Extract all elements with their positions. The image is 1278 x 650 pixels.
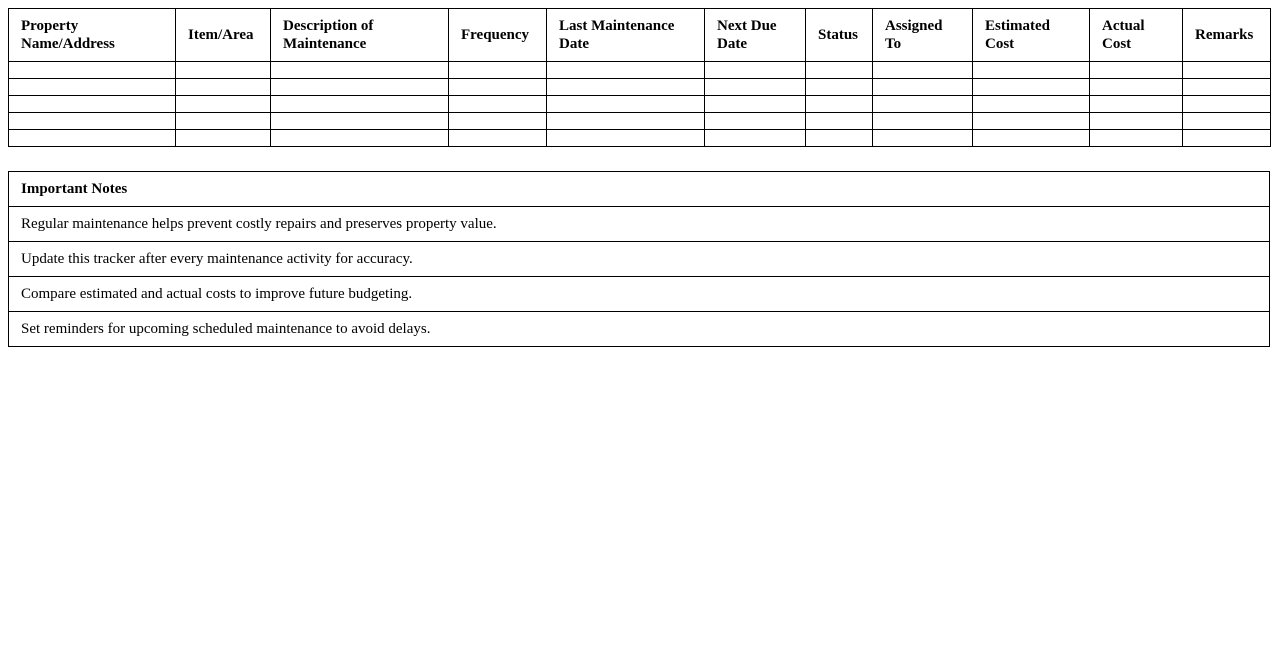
table-cell[interactable] — [873, 96, 973, 113]
column-header-last-maintenance-date: Last Maintenance Date — [547, 9, 705, 62]
table-cell[interactable] — [1090, 130, 1183, 147]
table-row — [9, 62, 1271, 79]
table-cell[interactable] — [1183, 130, 1271, 147]
column-header-frequency: Frequency — [449, 9, 547, 62]
note-item: Update this tracker after every maintenance activity for accuracy. — [9, 242, 1270, 277]
table-cell[interactable] — [547, 96, 705, 113]
table-cell[interactable] — [9, 96, 176, 113]
column-header-status: Status — [806, 9, 873, 62]
table-cell[interactable] — [1183, 79, 1271, 96]
table-cell[interactable] — [806, 96, 873, 113]
table-cell[interactable] — [973, 113, 1090, 130]
table-cell[interactable] — [705, 96, 806, 113]
table-cell[interactable] — [547, 113, 705, 130]
page — [8, 8, 1270, 347]
table-cell[interactable] — [176, 113, 271, 130]
table-cell[interactable] — [449, 130, 547, 147]
table-cell[interactable] — [973, 79, 1090, 96]
table-cell[interactable] — [1183, 62, 1271, 79]
column-header-remarks: Remarks — [1183, 9, 1271, 62]
notes-title-row — [9, 172, 1270, 207]
important-notes-table — [8, 171, 1270, 347]
column-header-actual-cost: Actual Cost — [1090, 9, 1183, 62]
note-item: Regular maintenance helps prevent costly repairs and preserves property value. — [9, 207, 1270, 242]
table-cell[interactable] — [806, 79, 873, 96]
table-cell[interactable] — [873, 62, 973, 79]
table-cell[interactable] — [973, 62, 1090, 79]
table-cell[interactable] — [9, 79, 176, 96]
table-cell[interactable] — [449, 113, 547, 130]
notes-title: Important Notes — [9, 172, 1270, 207]
table-cell[interactable] — [271, 130, 449, 147]
note-row — [9, 207, 1270, 242]
table-cell[interactable] — [705, 130, 806, 147]
note-row — [9, 277, 1270, 312]
table-cell[interactable] — [9, 113, 176, 130]
table-cell[interactable] — [1090, 79, 1183, 96]
table-cell[interactable] — [705, 113, 806, 130]
table-header-row — [9, 9, 1271, 62]
column-header-item-area: Item/Area — [176, 9, 271, 62]
table-row — [9, 130, 1271, 147]
table-row — [9, 113, 1271, 130]
table-cell[interactable] — [1183, 96, 1271, 113]
note-item: Compare estimated and actual costs to improve future budgeting. — [9, 277, 1270, 312]
table-cell[interactable] — [705, 79, 806, 96]
column-header-property: Property Name/Address — [9, 9, 176, 62]
table-cell[interactable] — [1090, 96, 1183, 113]
table-row — [9, 79, 1271, 96]
table-cell[interactable] — [1090, 62, 1183, 79]
table-cell[interactable] — [176, 130, 271, 147]
table-cell[interactable] — [271, 96, 449, 113]
table-cell[interactable] — [547, 79, 705, 96]
note-item: Set reminders for upcoming scheduled maintenance to avoid delays. — [9, 312, 1270, 347]
table-cell[interactable] — [1183, 113, 1271, 130]
table-cell[interactable] — [176, 62, 271, 79]
table-cell[interactable] — [271, 79, 449, 96]
table-cell[interactable] — [547, 62, 705, 79]
table-body — [9, 62, 1271, 147]
table-cell[interactable] — [873, 130, 973, 147]
table-row — [9, 96, 1271, 113]
table-cell[interactable] — [973, 96, 1090, 113]
table-cell[interactable] — [547, 130, 705, 147]
table-cell[interactable] — [271, 62, 449, 79]
table-cell[interactable] — [176, 79, 271, 96]
column-header-description: Description of Maintenance — [271, 9, 449, 62]
table-cell[interactable] — [9, 62, 176, 79]
table-cell[interactable] — [873, 113, 973, 130]
column-header-estimated-cost: Estimated Cost — [973, 9, 1090, 62]
column-header-next-due-date: Next Due Date — [705, 9, 806, 62]
note-row — [9, 242, 1270, 277]
table-cell[interactable] — [806, 62, 873, 79]
table-cell[interactable] — [271, 113, 449, 130]
column-header-assigned-to: Assigned To — [873, 9, 973, 62]
table-cell[interactable] — [449, 62, 547, 79]
table-cell[interactable] — [806, 113, 873, 130]
table-cell[interactable] — [806, 130, 873, 147]
table-cell[interactable] — [1090, 113, 1183, 130]
table-cell[interactable] — [449, 79, 547, 96]
table-cell[interactable] — [973, 130, 1090, 147]
note-row — [9, 312, 1270, 347]
table-cell[interactable] — [873, 79, 973, 96]
table-cell[interactable] — [705, 62, 806, 79]
maintenance-tracker-table — [8, 8, 1271, 147]
table-cell[interactable] — [9, 130, 176, 147]
table-cell[interactable] — [449, 96, 547, 113]
table-cell[interactable] — [176, 96, 271, 113]
